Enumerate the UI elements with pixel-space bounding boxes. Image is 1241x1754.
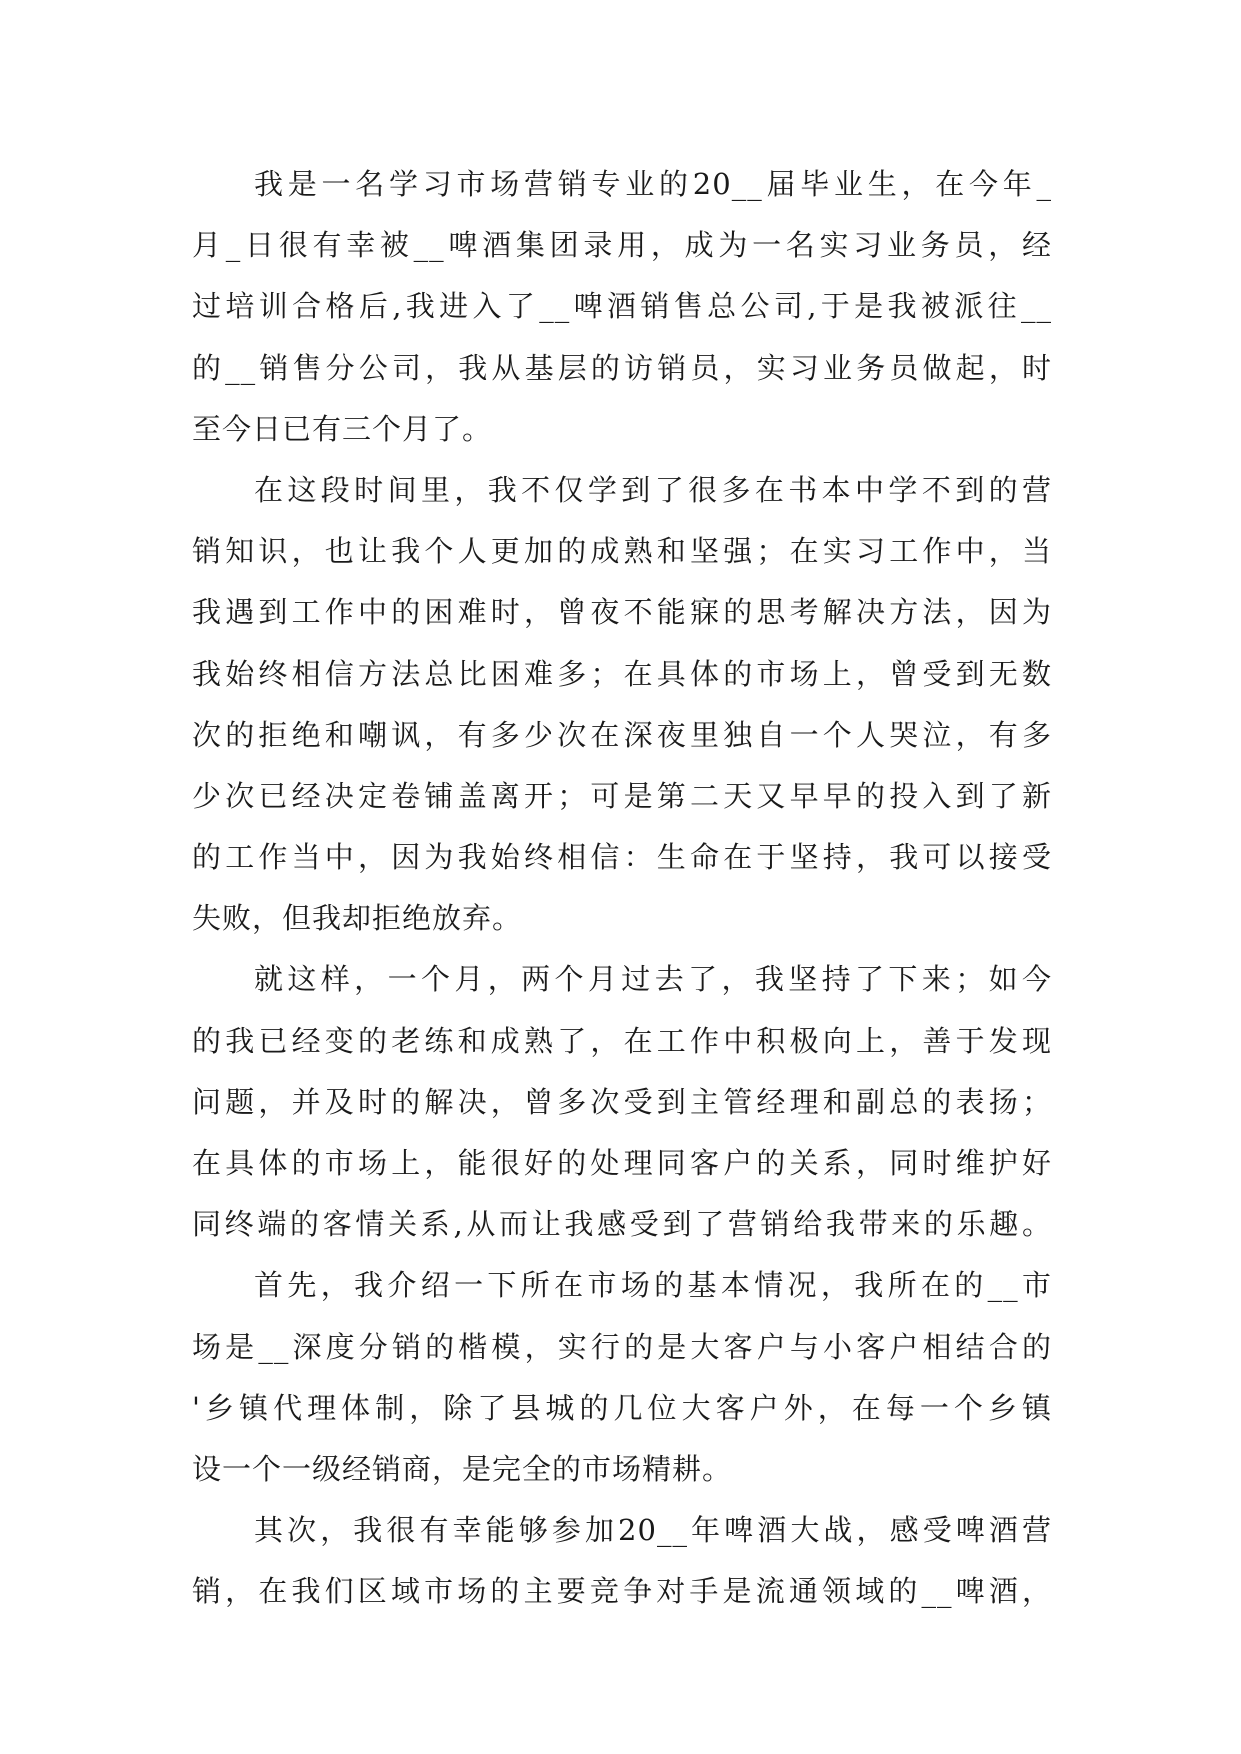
text-line: 我是一名学习市场营销专业的20__届毕业生，在今年_ bbox=[254, 167, 1052, 201]
text-line: 月_日很有幸被__啤酒集团录用，成为一名实习业务员，经 bbox=[192, 228, 1052, 263]
text-line: 的__销售分公司，我从基层的访销员，实习业务员做起，时 bbox=[192, 350, 1052, 385]
text-line: 我遇到工作中的困难时，曾夜不能寐的思考解决方法，因为 bbox=[192, 595, 1052, 630]
document-body bbox=[192, 154, 1052, 1623]
text-line: 销知识，也让我个人更加的成熟和坚强；在实习工作中，当 bbox=[192, 534, 1052, 569]
text-line: 的工作当中，因为我始终相信：生命在于坚持，我可以接受 bbox=[192, 840, 1052, 875]
paragraph-1 bbox=[192, 154, 1052, 460]
text-line: 场是__深度分销的楷模，实行的是大客户与小客户相结合的 bbox=[192, 1329, 1052, 1364]
text-line: '乡镇代理体制，除了县城的几位大客户外，在每一个乡镇 bbox=[192, 1390, 1052, 1425]
text-line: 次的拒绝和嘲讽，有多少次在深夜里独自一个人哭泣，有多 bbox=[192, 717, 1052, 752]
text-line: 过培训合格后,我进入了__啤酒销售总公司,于是我被派往__ bbox=[192, 289, 1052, 324]
text-line: 问题，并及时的解决，曾多次受到主管经理和副总的表扬； bbox=[192, 1084, 1052, 1119]
text-line: 销，在我们区域市场的主要竞争对手是流通领域的__啤酒， bbox=[192, 1574, 1052, 1609]
text-line: 同终端的客情关系,从而让我感受到了营销给我带来的乐趣。 bbox=[192, 1207, 1052, 1242]
text-line: 至今日已有三个月了。 bbox=[192, 411, 493, 446]
paragraph-5 bbox=[192, 1500, 1052, 1622]
text-line: 在具体的市场上，能很好的处理同客户的关系，同时维护好 bbox=[192, 1146, 1052, 1180]
paragraph-2 bbox=[192, 460, 1052, 950]
text-line: 的我已经变的老练和成熟了，在工作中积极向上，善于发现 bbox=[192, 1023, 1052, 1058]
text-line: 少次已经决定卷铺盖离开；可是第二天又早早的投入到了新 bbox=[192, 778, 1052, 813]
text-line: 设一个一级经销商，是完全的市场精耕。 bbox=[192, 1451, 733, 1486]
paragraph-4 bbox=[192, 1255, 1052, 1500]
paragraph-3 bbox=[192, 949, 1052, 1255]
text-line: 其次，我很有幸能够参加20__年啤酒大战，感受啤酒营 bbox=[254, 1513, 1052, 1548]
text-line: 失败，但我却拒绝放弃。 bbox=[192, 901, 523, 936]
text-line: 就这样，一个月，两个月过去了，我坚持了下来；如今 bbox=[254, 962, 1052, 997]
text-line: 在这段时间里，我不仅学到了很多在书本中学不到的营 bbox=[254, 472, 1052, 507]
text-line: 首先，我介绍一下所在市场的基本情况，我所在的__市 bbox=[254, 1268, 1052, 1303]
text-line: 我始终相信方法总比困难多；在具体的市场上，曾受到无数 bbox=[192, 656, 1052, 691]
